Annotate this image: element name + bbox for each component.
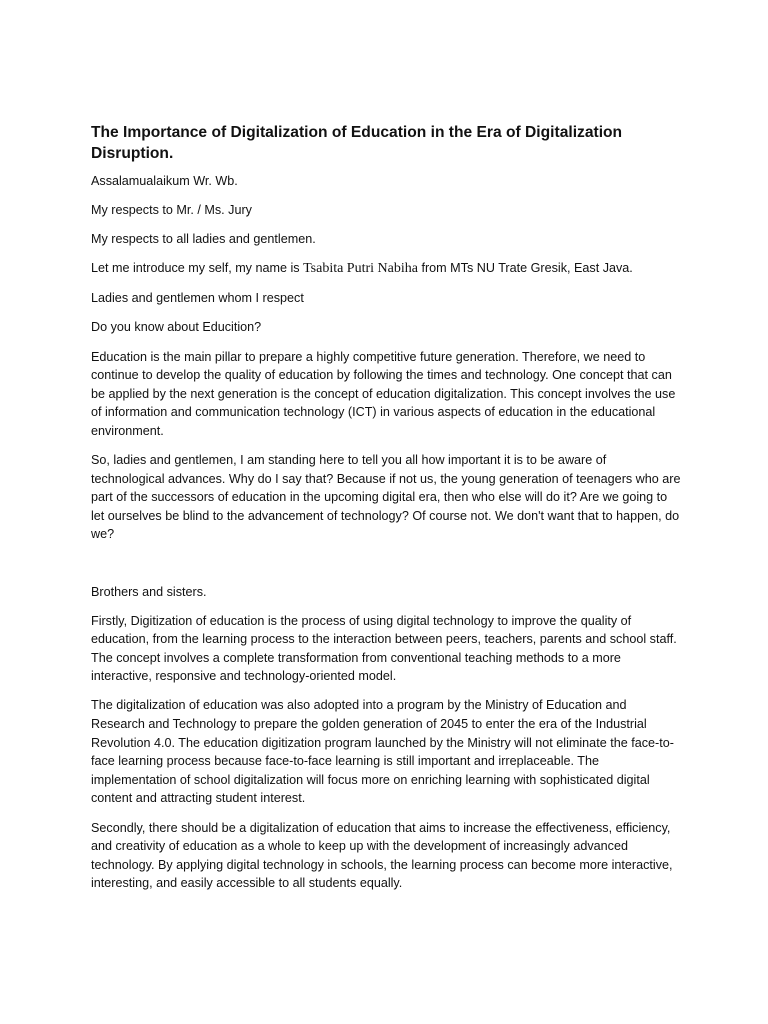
paragraph-education: Education is the main pillar to prepare a highly competitive future generation. Therefore, we need to continue to develop the quality of education by following the times and technology. One concept that can be applied by the next generation is the concept of education digitalization. This concept involves the use of information and communication technology (ICT) in various aspects of education in the educational environment. [91,349,676,438]
paragraph-secondly: Secondly, there should be a digitalization of education that aims to increase the effectiveness, efficiency, and creativity of education as a whole to keep up with the development of increasingly advanced technology. By applying digital technology in schools, the learning process can become more interactive, interesting, and easily accessible to all students equally. [91,820,673,891]
brothers-sisters-line: Brothers and sisters. [91,584,207,599]
greeting-line: Assalamualaikum Wr. Wb. [91,174,238,188]
document-title: The Importance of Digitalization of Education in the Era of Digitalization Disruption. [91,124,623,162]
blank-line [91,555,681,583]
question-line: Do you know about Educition? [91,320,262,335]
respect-jury-line: My respects to Mr. / Ms. Jury [91,203,252,218]
address-line: Ladies and gentlemen whom I respect [91,291,304,306]
respect-all-line: My respects to all ladies and gentlemen. [91,232,316,247]
paragraph-standing: So, ladies and gentlemen, I am standing here to tell you all how important it is to be aware of technological advances. Why do I say that? Because if not us, the young generation of teenagers who are part of the successors of education in the upcoming digital era, then who else will do it? Are we going to let ourselves be blind to the advancement of technology? Of course not. We don't want that to happen, do we? [91,453,681,542]
introduction-line [91,259,681,279]
paragraph-ministry: The digitalization of education was also adopted into a program by the Ministry of Education and Research and Technology to prepare the golden generation of 2045 to enter the era of the Industrial Revolution 4.0. The education digitization program launched by the Ministry will not eliminate the face-to-face learning process because face-to-face learning is still important and irreplaceable. The implementation of school digitalization will focus more on enriching learning with sophisticated digital content and attracting student interest. [91,698,674,806]
introduction-suffix: from MTs NU Trate Gresik, East Java. [417,261,633,276]
speaker-name: Tsabita Putri Nabiha [303,261,418,277]
document-body [91,122,681,903]
introduction-prefix: Let me introduce my self, my name is [91,261,304,276]
paragraph-firstly: Firstly, Digitization of education is the process of using digital technology to improve the quality of education, from the learning process to the interaction between peers, teachers, parents and school staff. The concept involves a complete transformation from conventional teaching methods to a more interactive, responsive and technology-oriented model. [91,613,677,684]
